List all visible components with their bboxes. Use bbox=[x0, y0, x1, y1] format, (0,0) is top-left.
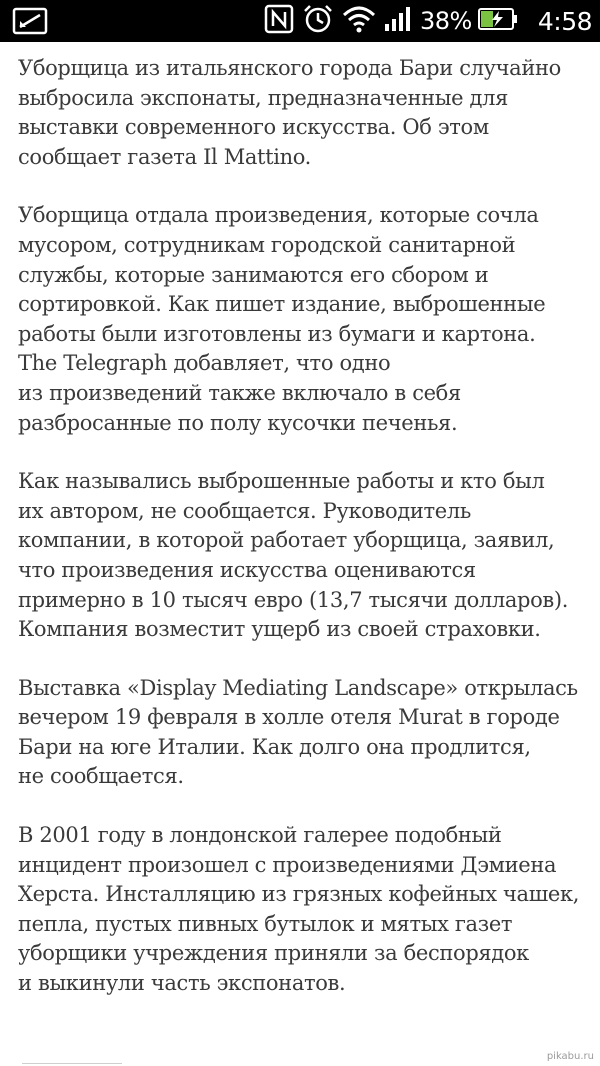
text-line: работы были изготовлены из бумаги и картона. bbox=[18, 321, 536, 346]
text-line: уборщики учреждения приняли за беспорядок bbox=[18, 941, 529, 966]
text-line: компании, в которой работает уборщица, заявил, bbox=[18, 528, 555, 553]
battery-percent: 38% bbox=[420, 7, 472, 35]
alarm-icon bbox=[302, 3, 334, 39]
text-line: сообщает газета Il Mattino. bbox=[18, 144, 311, 169]
text-line: Выставка «Display Mediating Landscape» открылась bbox=[18, 675, 578, 700]
battery-charging-icon bbox=[478, 7, 518, 35]
nfc-icon bbox=[264, 4, 294, 38]
clock: 4:58 bbox=[537, 6, 592, 36]
text-line: The Telegraph добавляет, что одно bbox=[18, 351, 391, 376]
text-line: выставки современного искусства. Об этом bbox=[18, 115, 489, 140]
text-line: Уборщица из итальянского города Бари случайно bbox=[18, 56, 561, 80]
paragraph bbox=[18, 821, 588, 999]
text-line: их автором, не сообщается. Руководитель bbox=[18, 498, 471, 523]
text-line: Компания возместит ущерб из своей страховки. bbox=[18, 617, 541, 642]
paragraph bbox=[18, 54, 588, 172]
text-line: и выкинули часть экспонатов. bbox=[18, 971, 346, 996]
text-line: примерно в 10 тысяч евро (13,7 тысячи долларов). bbox=[18, 587, 569, 612]
text-line: вечером 19 февраля в холле отеля Murat в городе bbox=[18, 705, 560, 730]
notification-icon[interactable] bbox=[12, 7, 48, 35]
watermark: pikabu.ru bbox=[546, 1051, 594, 1062]
text-line: Уборщица отдала произведения, которые сочла bbox=[18, 203, 539, 228]
wifi-icon bbox=[342, 5, 376, 37]
status-bar bbox=[0, 0, 600, 42]
paragraph bbox=[18, 467, 588, 645]
text-line: из произведений также включало в себя bbox=[18, 380, 461, 405]
text-line: Бари на юге Италии. Как долго она продлится, bbox=[18, 734, 531, 759]
paragraph bbox=[18, 674, 588, 792]
text-line: сортировкой. Как пишет издание, выброшенные bbox=[18, 292, 546, 317]
text-line: Херста. Инсталляцию из грязных кофейных чашек, bbox=[18, 882, 580, 907]
text-line: разбросанные по полу кусочки печенья. bbox=[18, 410, 458, 435]
divider bbox=[22, 1063, 122, 1064]
text-line: что произведения искусства оцениваются bbox=[18, 557, 476, 582]
paragraph bbox=[18, 201, 588, 438]
signal-icon bbox=[384, 6, 412, 36]
text-line: выбросила экспонаты, предназначенные для bbox=[18, 85, 508, 110]
text-line: пепла, пустых пивных бутылок и мятых газет bbox=[18, 911, 513, 936]
text-line: инцидент произошел с произведениями Дэмиена bbox=[18, 852, 557, 877]
article-body bbox=[18, 54, 588, 1028]
status-icons bbox=[264, 0, 592, 42]
text-line: Как назывались выброшенные работы и кто был bbox=[18, 469, 545, 494]
text-line: мусором, сотрудникам городской санитарной bbox=[18, 232, 516, 257]
text-line: службы, которые занимаются его сбором и bbox=[18, 262, 489, 287]
text-line: не сообщается. bbox=[18, 764, 184, 789]
text-line: В 2001 году в лондонской галерее подобный bbox=[18, 823, 502, 848]
